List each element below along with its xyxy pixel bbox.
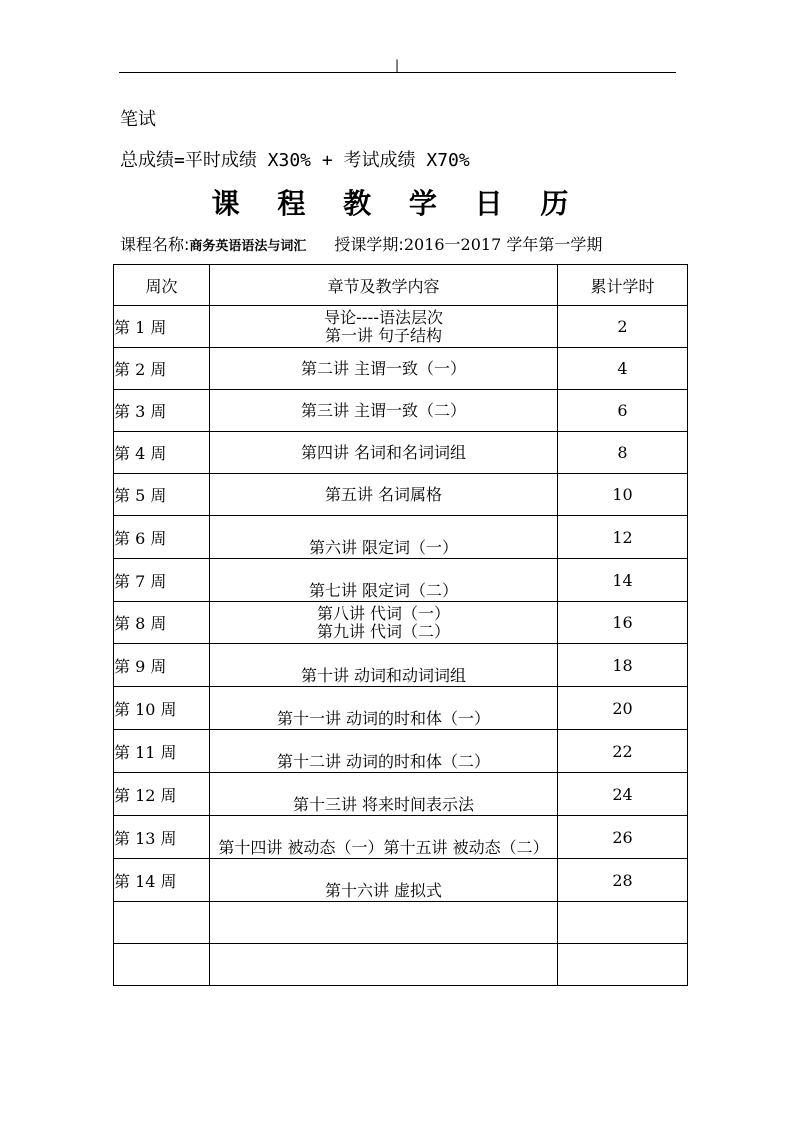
table-row-empty — [114, 944, 688, 986]
content-cell: 第三讲 主谓一致（二） — [210, 390, 558, 432]
hours-cell: 10 — [558, 474, 688, 516]
week-cell: 第 14 周 — [114, 859, 210, 902]
header-rule — [119, 72, 676, 73]
content-line: 导论----语法层次 — [323, 307, 444, 327]
grade-formula: 总成绩=平时成绩 X30% + 考试成绩 X70% — [120, 150, 470, 171]
week-cell: 第 12 周 — [114, 773, 210, 816]
hours-cell: 4 — [558, 348, 688, 390]
table-row — [114, 348, 688, 390]
hours-cell: 14 — [558, 559, 688, 602]
week-cell: 第 8 周 — [114, 602, 210, 644]
header-page-mark: | — [395, 58, 400, 72]
hours-cell: 8 — [558, 432, 688, 474]
header-hours: 累计学时 — [558, 265, 688, 306]
content-cell: 第二讲 主谓一致（一） — [210, 348, 558, 390]
hours-cell — [558, 902, 688, 944]
content-cell: 第六讲 限定词（一） — [210, 516, 558, 559]
header-week: 周次 — [114, 265, 210, 306]
content-cell: 第十一讲 动词的时和体（一） — [210, 687, 558, 730]
table-row — [114, 859, 688, 902]
course-name-value: 商务英语语法与词汇 — [189, 239, 307, 254]
content-line: 第九讲 代词（二） — [316, 621, 451, 641]
hours-cell: 24 — [558, 773, 688, 816]
page-title: 课 程 教 学 日 历 — [211, 187, 583, 220]
table-row — [114, 773, 688, 816]
table-row — [114, 602, 688, 644]
week-cell — [114, 902, 210, 944]
hours-cell: 12 — [558, 516, 688, 559]
term-label: 授课学期: — [334, 235, 404, 254]
week-cell: 第 9 周 — [114, 644, 210, 687]
content-cell: 第十三讲 将来时间表示法 — [210, 773, 558, 816]
week-cell: 第 10 周 — [114, 687, 210, 730]
content-cell — [210, 602, 558, 644]
hours-cell: 22 — [558, 730, 688, 773]
week-cell: 第 11 周 — [114, 730, 210, 773]
content-cell: 第十六讲 虚拟式 — [210, 859, 558, 902]
week-cell: 第 2 周 — [114, 348, 210, 390]
content-cell: 第十二讲 动词的时和体（二） — [210, 730, 558, 773]
teaching-calendar-table — [113, 264, 688, 986]
hours-cell: 6 — [558, 390, 688, 432]
week-cell: 第 13 周 — [114, 816, 210, 859]
course-info — [120, 232, 602, 255]
table-row — [114, 432, 688, 474]
hours-cell: 18 — [558, 644, 688, 687]
week-cell: 第 4 周 — [114, 432, 210, 474]
content-cell: 第五讲 名词属格 — [210, 474, 558, 516]
hours-cell — [558, 944, 688, 986]
table-row — [114, 516, 688, 559]
content-cell: 第十四讲 被动态（一）第十五讲 被动态（二） — [210, 816, 558, 859]
table-header-row — [114, 265, 688, 306]
exam-type: 笔试 — [120, 109, 156, 130]
course-name-label: 课程名称: — [120, 235, 190, 254]
week-cell: 第 7 周 — [114, 559, 210, 602]
content-line: 第一讲 句子结构 — [324, 325, 443, 345]
content-cell: 第四讲 名词和名词词组 — [210, 432, 558, 474]
week-cell: 第 6 周 — [114, 516, 210, 559]
week-cell: 第 5 周 — [114, 474, 210, 516]
content-line: 第八讲 代词（一） — [316, 603, 451, 623]
hours-cell: 16 — [558, 602, 688, 644]
table-row — [114, 687, 688, 730]
content-cell — [210, 902, 558, 944]
content-cell: 第十讲 动词和动词词组 — [210, 644, 558, 687]
header-content: 章节及教学内容 — [210, 265, 558, 306]
table-row — [114, 474, 688, 516]
table-row — [114, 730, 688, 773]
table-row-empty — [114, 902, 688, 944]
week-cell — [114, 944, 210, 986]
week-cell: 第 1 周 — [114, 306, 210, 348]
table-row — [114, 816, 688, 859]
term-value: 2016一2017 学年第一学期 — [403, 235, 603, 254]
table-row — [114, 644, 688, 687]
table-row — [114, 390, 688, 432]
table-row — [114, 559, 688, 602]
week-cell: 第 3 周 — [114, 390, 210, 432]
hours-cell: 26 — [558, 816, 688, 859]
hours-cell: 20 — [558, 687, 688, 730]
hours-cell: 2 — [558, 306, 688, 348]
content-cell — [210, 944, 558, 986]
hours-cell: 28 — [558, 859, 688, 902]
content-cell: 第七讲 限定词（二） — [210, 559, 558, 602]
table-row — [114, 306, 688, 348]
content-cell — [210, 306, 558, 348]
